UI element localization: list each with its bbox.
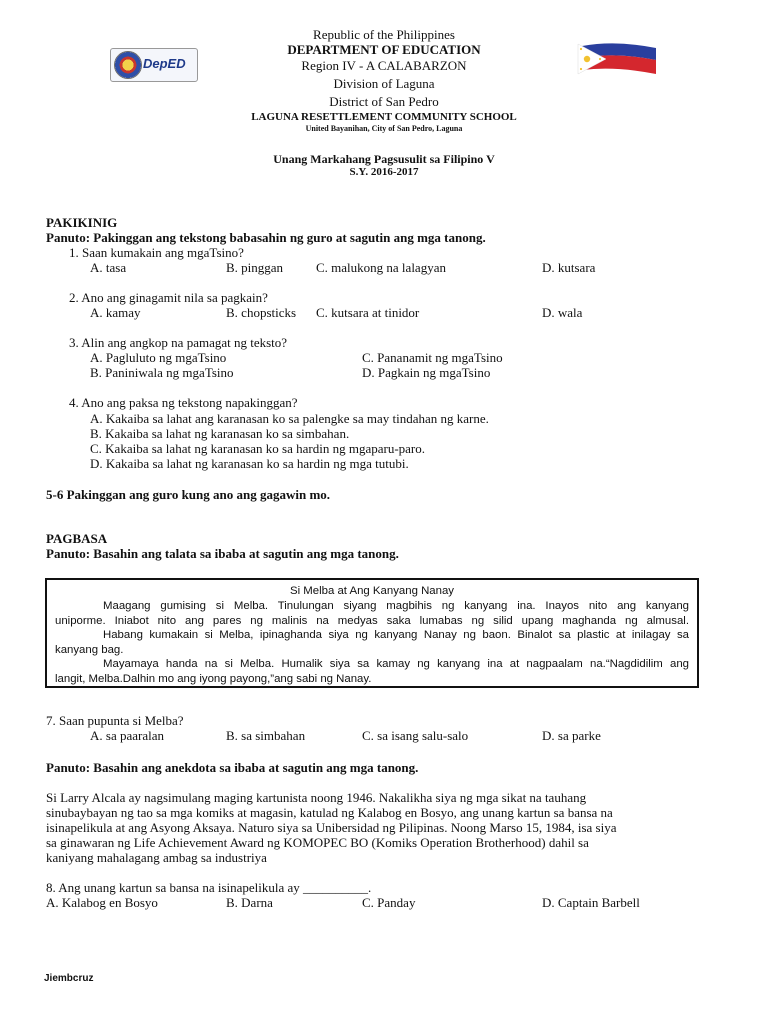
q7-choice-b: B. sa simbahan bbox=[226, 728, 306, 743]
q4-choice-a: A. Kakaiba sa lahat ang karanasan ko sa palengke sa may tindahan ng karne. bbox=[90, 411, 489, 426]
school-year: S.Y. 2016-2017 bbox=[349, 166, 419, 178]
republic-line: Republic of the Philippines bbox=[313, 27, 455, 42]
q8-choice-d: D. Captain Barbell bbox=[542, 895, 640, 910]
q2-choice-a: A. kamay bbox=[90, 305, 141, 320]
question-7: 7. Saan pupunta si Melba? bbox=[46, 713, 184, 728]
department-line: DEPARTMENT OF EDUCATION bbox=[287, 42, 481, 57]
instruction-anekdota: Panuto: Basahin ang anekdota sa ibaba at sagutin ang mga tanong. bbox=[46, 760, 419, 775]
q3-choice-a: A. Pagluluto ng mgaTsino bbox=[90, 350, 227, 365]
section-heading-pagbasa: PAGBASA bbox=[46, 531, 108, 546]
q7-choice-d: D. sa parke bbox=[542, 728, 601, 743]
q1-choice-a: A. tasa bbox=[90, 260, 127, 275]
q2-choice-b: B. chopsticks bbox=[226, 305, 297, 320]
question-1: 1. Saan kumakain ang mgaTsino? bbox=[69, 245, 244, 260]
q8-choice-a: A. Kalabog en Bosyo bbox=[46, 895, 158, 910]
school-address: United Bayanihan, City of San Pedro, Laguna bbox=[305, 124, 463, 133]
section-heading-pakikinig: PAKIKINIG bbox=[46, 215, 118, 230]
q4-choice-b: B. Kakaiba sa lahat ng karanasan ko sa simbahan. bbox=[90, 426, 350, 441]
author-footer: Jiembcruz bbox=[44, 973, 94, 984]
division-line: Division of Laguna bbox=[333, 76, 435, 91]
anecdote-line-5: kaniyang mahalagang ambag sa industriya bbox=[46, 850, 267, 865]
q1-choice-b: B. pinggan bbox=[226, 260, 284, 275]
instruction-pakikinig: Panuto: Pakinggan ang tekstong babasahin ng guro at sagutin ang mga tanong. bbox=[46, 230, 486, 245]
question-4: 4. Ano ang paksa ng tekstong napakinggan? bbox=[69, 395, 298, 410]
story-line-4: kanyang bag. bbox=[55, 644, 124, 656]
q4-choice-d: D. Kakaiba sa lahat ng karanasan ko sa hardin ng mga tutubi. bbox=[90, 456, 409, 471]
instruction-pagbasa: Panuto: Basahin ang talata sa ibaba at sagutin ang mga tanong. bbox=[46, 546, 399, 561]
q2-choice-d: D. wala bbox=[542, 305, 583, 320]
question-2: 2. Ano ang ginagamit nila sa pagkain? bbox=[69, 290, 268, 305]
q1-choice-d: D. kutsara bbox=[542, 260, 596, 275]
anecdote-line-2: sinubaybayan ng tao sa mga komiks at magasin, katulad ng Kalabog en Bosyo, ang unang kartun sa bansa na bbox=[46, 805, 613, 820]
q1-choice-c: C. malukong na lalagyan bbox=[316, 260, 446, 275]
q2-choice-c: C. kutsara at tinidor bbox=[316, 305, 420, 320]
district-line: District of San Pedro bbox=[329, 94, 439, 109]
q3-choice-b: B. Paniniwala ng mgaTsino bbox=[90, 365, 234, 380]
region-line: Region IV - A CALABARZON bbox=[301, 58, 467, 73]
school-name: LAGUNA RESETTLEMENT COMMUNITY SCHOOL bbox=[251, 111, 517, 123]
q7-choice-c: C. sa isang salu-salo bbox=[362, 728, 469, 743]
story-line-6: langit, Melba.Dalhin mo ang iyong payong,”ang sabi ng Nanay. bbox=[55, 673, 372, 685]
story-line-2: uniporme. Iniabot nito ang pares ng malinis na medyas saka lumabas ng silid upang maghanda ng almusal. bbox=[55, 615, 689, 627]
question-5-6: 5-6 Pakinggan ang guro kung ano ang gagawin mo. bbox=[46, 487, 331, 502]
story-box bbox=[45, 578, 699, 688]
q3-choice-c: C. Pananamit ng mgaTsino bbox=[362, 350, 503, 365]
story-line-5: Mayamaya handa na si Melba. Humalik siya sa kamay ng kanyang ina at nagpaalam na.“Nagdidilim ang bbox=[103, 658, 689, 670]
anecdote-line-3: isinapelikula at ang Asyong Aksaya. Naturo siya sa Unibersidad ng Pilipinas. Noong Marso 15, 1984, isa siya bbox=[46, 820, 617, 835]
deped-logo-text: DepED bbox=[143, 56, 186, 71]
anecdote-line-4: sa ginawaran ng Life Achievement Award ng KOMOPEC BO (Komiks Operation Brotherhood) dahil sa bbox=[46, 835, 589, 850]
story-line-1: Maagang gumising si Melba. Tinulungan siyang magbihis ng kanyang ina. Inayos nito ang kanyang bbox=[103, 600, 689, 612]
question-8: 8. Ang unang kartun sa bansa na isinapelikula ay __________. bbox=[46, 880, 372, 895]
story-line-3: Habang kumakain si Melba, ipinaghanda siya ng kanyang Nanay ng baon. Binalot sa plastic at inilagay sa bbox=[103, 629, 689, 641]
exam-title: Unang Markahang Pagsusulit sa Filipino V bbox=[273, 152, 495, 166]
q8-choice-c: C. Panday bbox=[362, 895, 416, 910]
story-title: Si Melba at Ang Kanyang Nanay bbox=[289, 585, 454, 597]
q4-choice-c: C. Kakaiba sa lahat ng karanasan ko sa hardin ng mgaparu-paro. bbox=[90, 441, 425, 456]
anecdote-line-1: Si Larry Alcala ay nagsimulang maging kartunista noong 1946. Nakalikha siya ng mga sikat na tauhang bbox=[46, 790, 587, 805]
q8-choice-b: B. Darna bbox=[226, 895, 273, 910]
q7-choice-a: A. sa paaralan bbox=[90, 728, 164, 743]
q3-choice-d: D. Pagkain ng mgaTsino bbox=[362, 365, 491, 380]
question-3: 3. Alin ang angkop na pamagat ng teksto? bbox=[69, 335, 288, 350]
